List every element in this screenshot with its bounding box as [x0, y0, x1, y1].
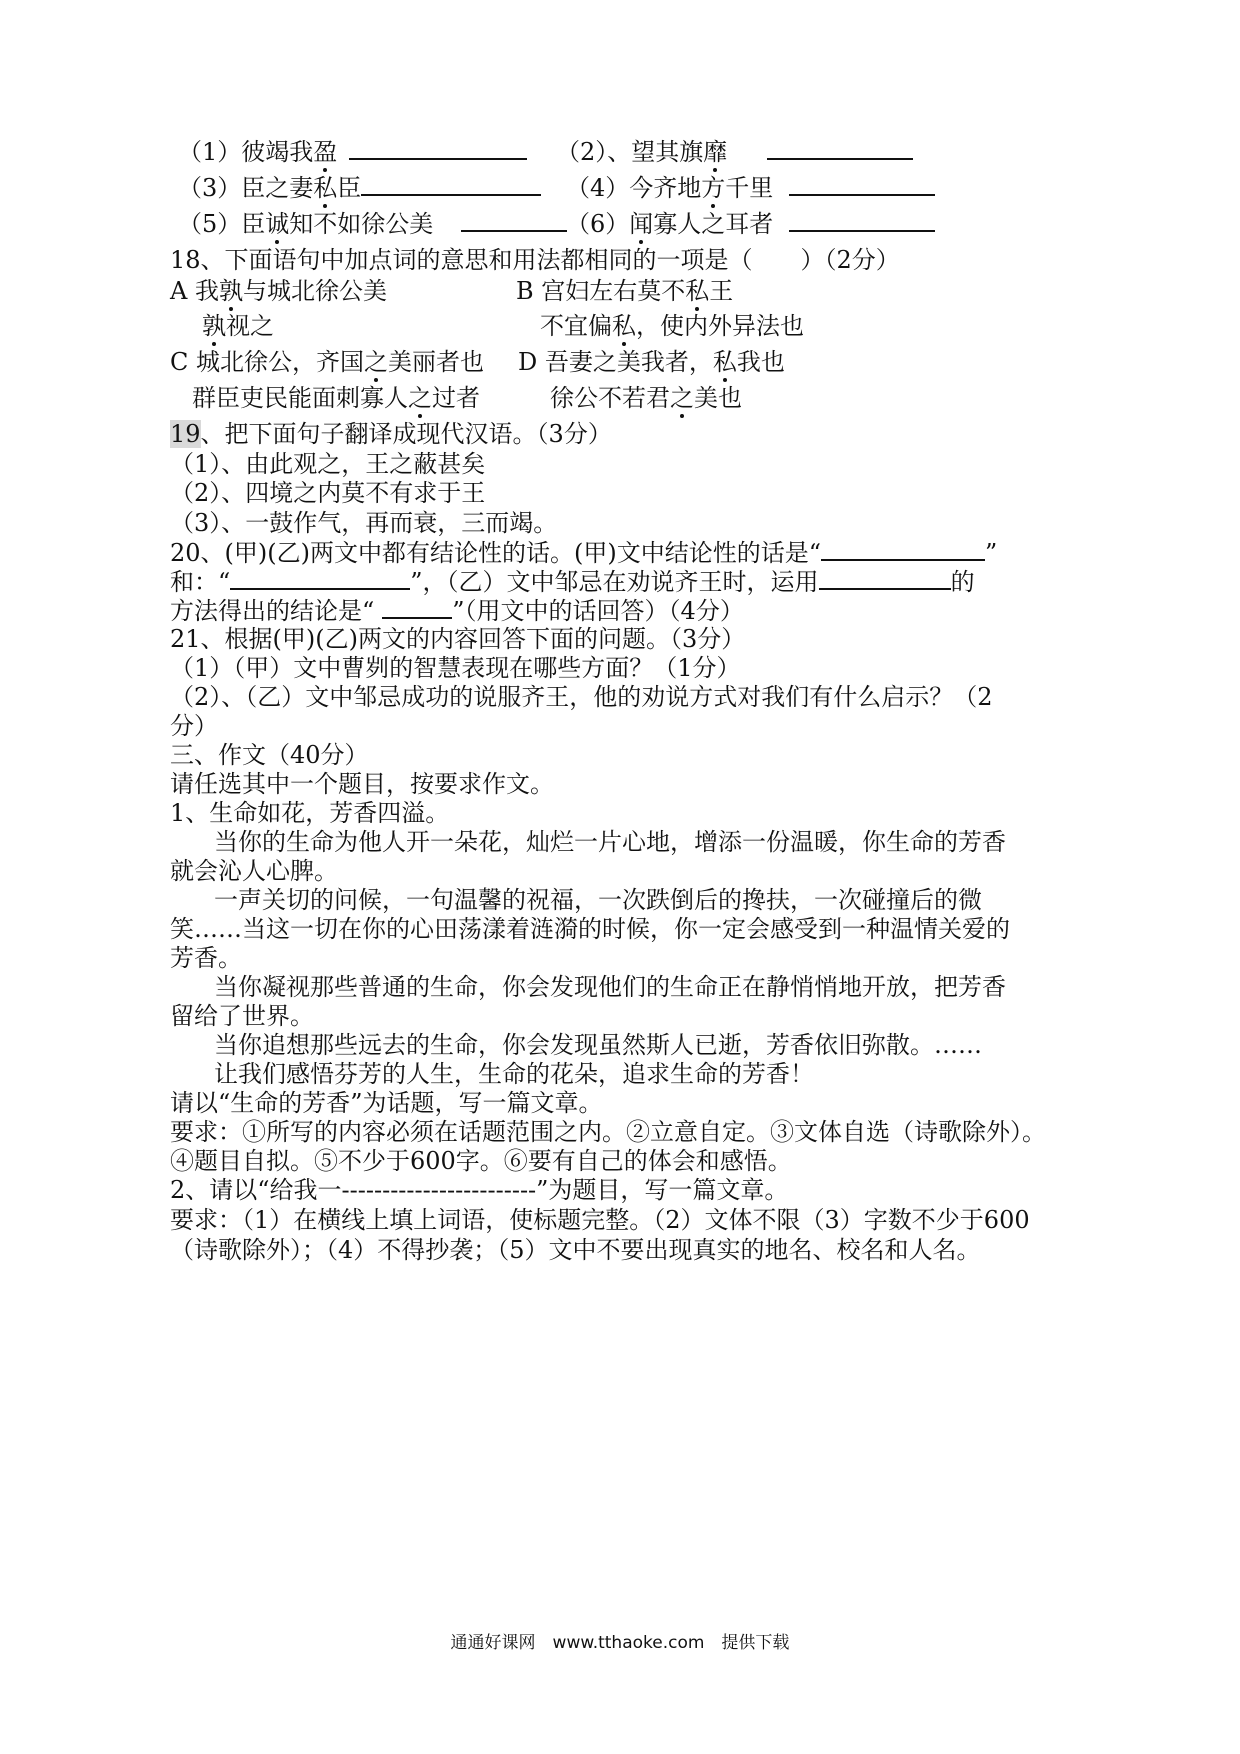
q17-item-1-dotted-word: 盈: [313, 138, 338, 166]
essay-requirements-2-cont: （诗歌除外）；（4）不得抄袭；（5）文中不要出现真实的地名、校名和人名。: [170, 1236, 981, 1264]
q19-sentence-1: （1）、由此观之，王之蔽甚矣: [170, 450, 486, 478]
q17-item-3: [178, 172, 541, 203]
essay-paragraph: 就会沁人心脾。: [170, 857, 338, 885]
q17-item-6-text-end: 寡人之耳者: [653, 210, 774, 238]
answer-blank[interactable]: [461, 208, 567, 232]
essay-heading: 三、作文（40分）: [170, 741, 369, 769]
q18-c2-dotted-word: 之: [408, 384, 432, 412]
q18-c1-dotted-word: 之: [364, 348, 388, 376]
essay-topic-2-title: 2、请以“给我一------------------------”为题目，写一篇文章。: [170, 1176, 789, 1204]
q21-sub-1: （1）（甲）文中曹刿的智慧表现在哪些方面？（1分）: [170, 654, 741, 682]
page-footer: 通通好课网 www.tthaoke.com 提供下载: [450, 1633, 790, 1653]
answer-blank[interactable]: [349, 136, 527, 160]
q18-option-a-line2: [202, 311, 274, 341]
q20-line-1: [170, 537, 997, 568]
answer-blank[interactable]: [230, 566, 410, 590]
answer-blank[interactable]: [789, 172, 935, 196]
essay-requirements-2: 要求：（1）在横线上填上词语，使标题完整。（2）文体不限（3）字数不少于600: [170, 1206, 1030, 1234]
essay-paragraph: 当你追想那些远去的生命，你会发现虽然斯人已逝，芳香依旧弥散。……: [214, 1031, 982, 1059]
q18-a1-text-end: 与城北徐公美: [242, 277, 387, 305]
q18-option-a-line1: [170, 276, 387, 306]
q17-item-4: [566, 172, 935, 203]
q17-item-6-dotted-word: 闻: [629, 210, 654, 238]
essay-topic-1-prompt: 请以“生命的芳香”为话题，写一篇文章。: [170, 1089, 603, 1117]
q17-item-4-text-end: 千里: [725, 174, 774, 202]
q20-line-2: [170, 566, 975, 597]
q18-c1-text-end: 美丽者也: [388, 348, 484, 376]
q19-sentence-2: （2）、四境之内莫不有求于王: [170, 479, 486, 507]
essay-paragraph: 留给了世界。: [170, 1002, 314, 1030]
essay-requirements-1-cont: ④题目自拟。⑤不少于600字。⑥要有自己的体会和感悟。: [170, 1147, 792, 1175]
q20-line-2-text: 和：“: [170, 568, 231, 596]
q18-d1-text: D 吾妻之美我者，: [518, 348, 713, 376]
q18-d2-dotted-word: 之: [670, 384, 694, 412]
q20-line-2-end: 的: [950, 568, 975, 596]
q17-item-4-dotted-word: 方: [701, 174, 726, 202]
answer-blank[interactable]: [789, 208, 935, 232]
essay-topic-1-title: 1、生命如花，芳香四溢。: [170, 799, 450, 827]
q18-d1-text-end: 我也: [736, 348, 785, 376]
q17-item-1: [178, 136, 527, 167]
q17-item-3-text: （3）臣之妻: [178, 174, 314, 202]
q17-item-4-text: （4）今齐地: [566, 174, 702, 202]
q18-a1-dotted-word: 孰: [218, 277, 243, 305]
q18-b2-dotted-word: 私: [612, 312, 636, 340]
q20-line-3-end: ”（用文中的话回答）（4分）: [452, 597, 744, 625]
q18-c1-text: C 城北徐公，齐国: [170, 348, 364, 376]
q18-option-c-line1: [170, 347, 484, 377]
answer-blank[interactable]: [361, 172, 541, 196]
essay-paragraph: 让我们感悟芬芳的人生，生命的花朵，追求生命的芳香！: [214, 1060, 814, 1088]
q18-b2-text: 不宜偏: [540, 312, 612, 340]
q18-a2-text-end: 视之: [226, 312, 274, 340]
q18-c2-text: 群臣吏民能面刺寡人: [192, 384, 408, 412]
q21-stem: 21、根据(甲)(乙)两文的内容回答下面的问题。（3分）: [170, 625, 746, 653]
q17-item-5-text-end: 知不如徐公美: [289, 210, 434, 238]
q20-line-2-mid: ”，（乙）文中邹忌在劝说齐王时，运用: [410, 568, 819, 596]
q17-item-6-text: （6）: [566, 210, 630, 238]
q17-item-2: [556, 136, 913, 167]
q20-line-1-end: ”: [985, 539, 998, 567]
q17-item-1-text: （1）彼竭我: [178, 138, 314, 166]
q18-option-c-line2: [192, 383, 480, 413]
q20-line-3: [170, 595, 744, 626]
q18-d2-text: 徐公不若君: [550, 384, 670, 412]
q19-sentence-3: （3）、一鼓作气，再而衰，三而竭。: [170, 509, 558, 537]
essay-paragraph: 笑……当这一切在你的心田荡漾着涟漪的时候，你一定会感受到一种温情关爱的: [170, 915, 1010, 943]
essay-requirements-1: 要求：①所写的内容必须在话题范围之内。②立意自定。③文体自选（诗歌除外）。: [170, 1118, 1046, 1146]
essay-paragraph: 芳香。: [170, 944, 242, 972]
q17-item-6: [566, 208, 935, 239]
essay-paragraph: 当你的生命为他人开一朵花，灿烂一片心地，增添一份温暖，你生命的芳香: [214, 828, 1006, 856]
q18-b1-text-end: 王: [709, 277, 734, 305]
q18-a1-text: A 我: [170, 277, 219, 305]
q17-item-5: [178, 208, 567, 239]
q17-item-2-text: （2）、望其旗: [556, 138, 704, 166]
q18-option-d-line1: [518, 347, 785, 377]
q17-item-5-dotted-word: 诚: [265, 210, 290, 238]
q18-option-b-line1: [516, 276, 733, 306]
essay-instruction: 请任选其中一个题目，按要求作文。: [170, 770, 554, 798]
q18-stem: 18、下面语句中加点词的意思和用法都相同的一项是（ ）（2分）: [170, 246, 900, 274]
q21-sub-2-cont: 分）: [170, 712, 218, 740]
q18-b1-text: B 宫妇左右莫不: [516, 277, 686, 305]
q19-number-highlight: 19: [170, 420, 201, 448]
q18-d2-text-end: 美也: [694, 384, 742, 412]
q20-line-1-text: 20、(甲)(乙)两文中都有结论性的话。(甲)文中结论性的话是“: [170, 539, 821, 567]
q18-b2-text-end: ，使内外异法也: [636, 312, 804, 340]
q19-stem-line: [170, 419, 612, 449]
answer-blank[interactable]: [767, 136, 913, 160]
answer-blank[interactable]: [382, 595, 452, 619]
q17-item-5-text: （5）臣: [178, 210, 266, 238]
answer-blank[interactable]: [819, 566, 951, 590]
q20-line-3-text: 方法得出的结论是“: [170, 597, 375, 625]
q18-b1-dotted-word: 私: [685, 277, 710, 305]
q18-a2-dotted-word: 孰: [202, 312, 226, 340]
q18-option-d-line2: [550, 383, 742, 413]
q21-sub-2: （2）、（乙）文中邹忌成功的说服齐王，他的劝说方式对我们有什么启示？（2: [170, 683, 993, 711]
q17-item-2-dotted-word: 靡: [703, 138, 728, 166]
essay-paragraph: 一声关切的问候，一句温馨的祝福，一次跌倒后的搀扶，一次碰撞后的微: [214, 886, 982, 914]
q18-c2-text-end: 过者: [432, 384, 480, 412]
q18-d1-dotted-word: 私: [712, 348, 737, 376]
q17-item-3-dotted-word: 私: [313, 174, 338, 202]
q17-item-3-text-end: 臣: [337, 174, 362, 202]
q19-stem: 、把下面句子翻译成现代汉语。（3分）: [200, 420, 612, 448]
q18-option-b-line2: [540, 311, 804, 341]
essay-paragraph: 当你凝视那些普通的生命，你会发现他们的生命正在静悄悄地开放，把芳香: [214, 973, 1006, 1001]
answer-blank[interactable]: [821, 537, 985, 561]
